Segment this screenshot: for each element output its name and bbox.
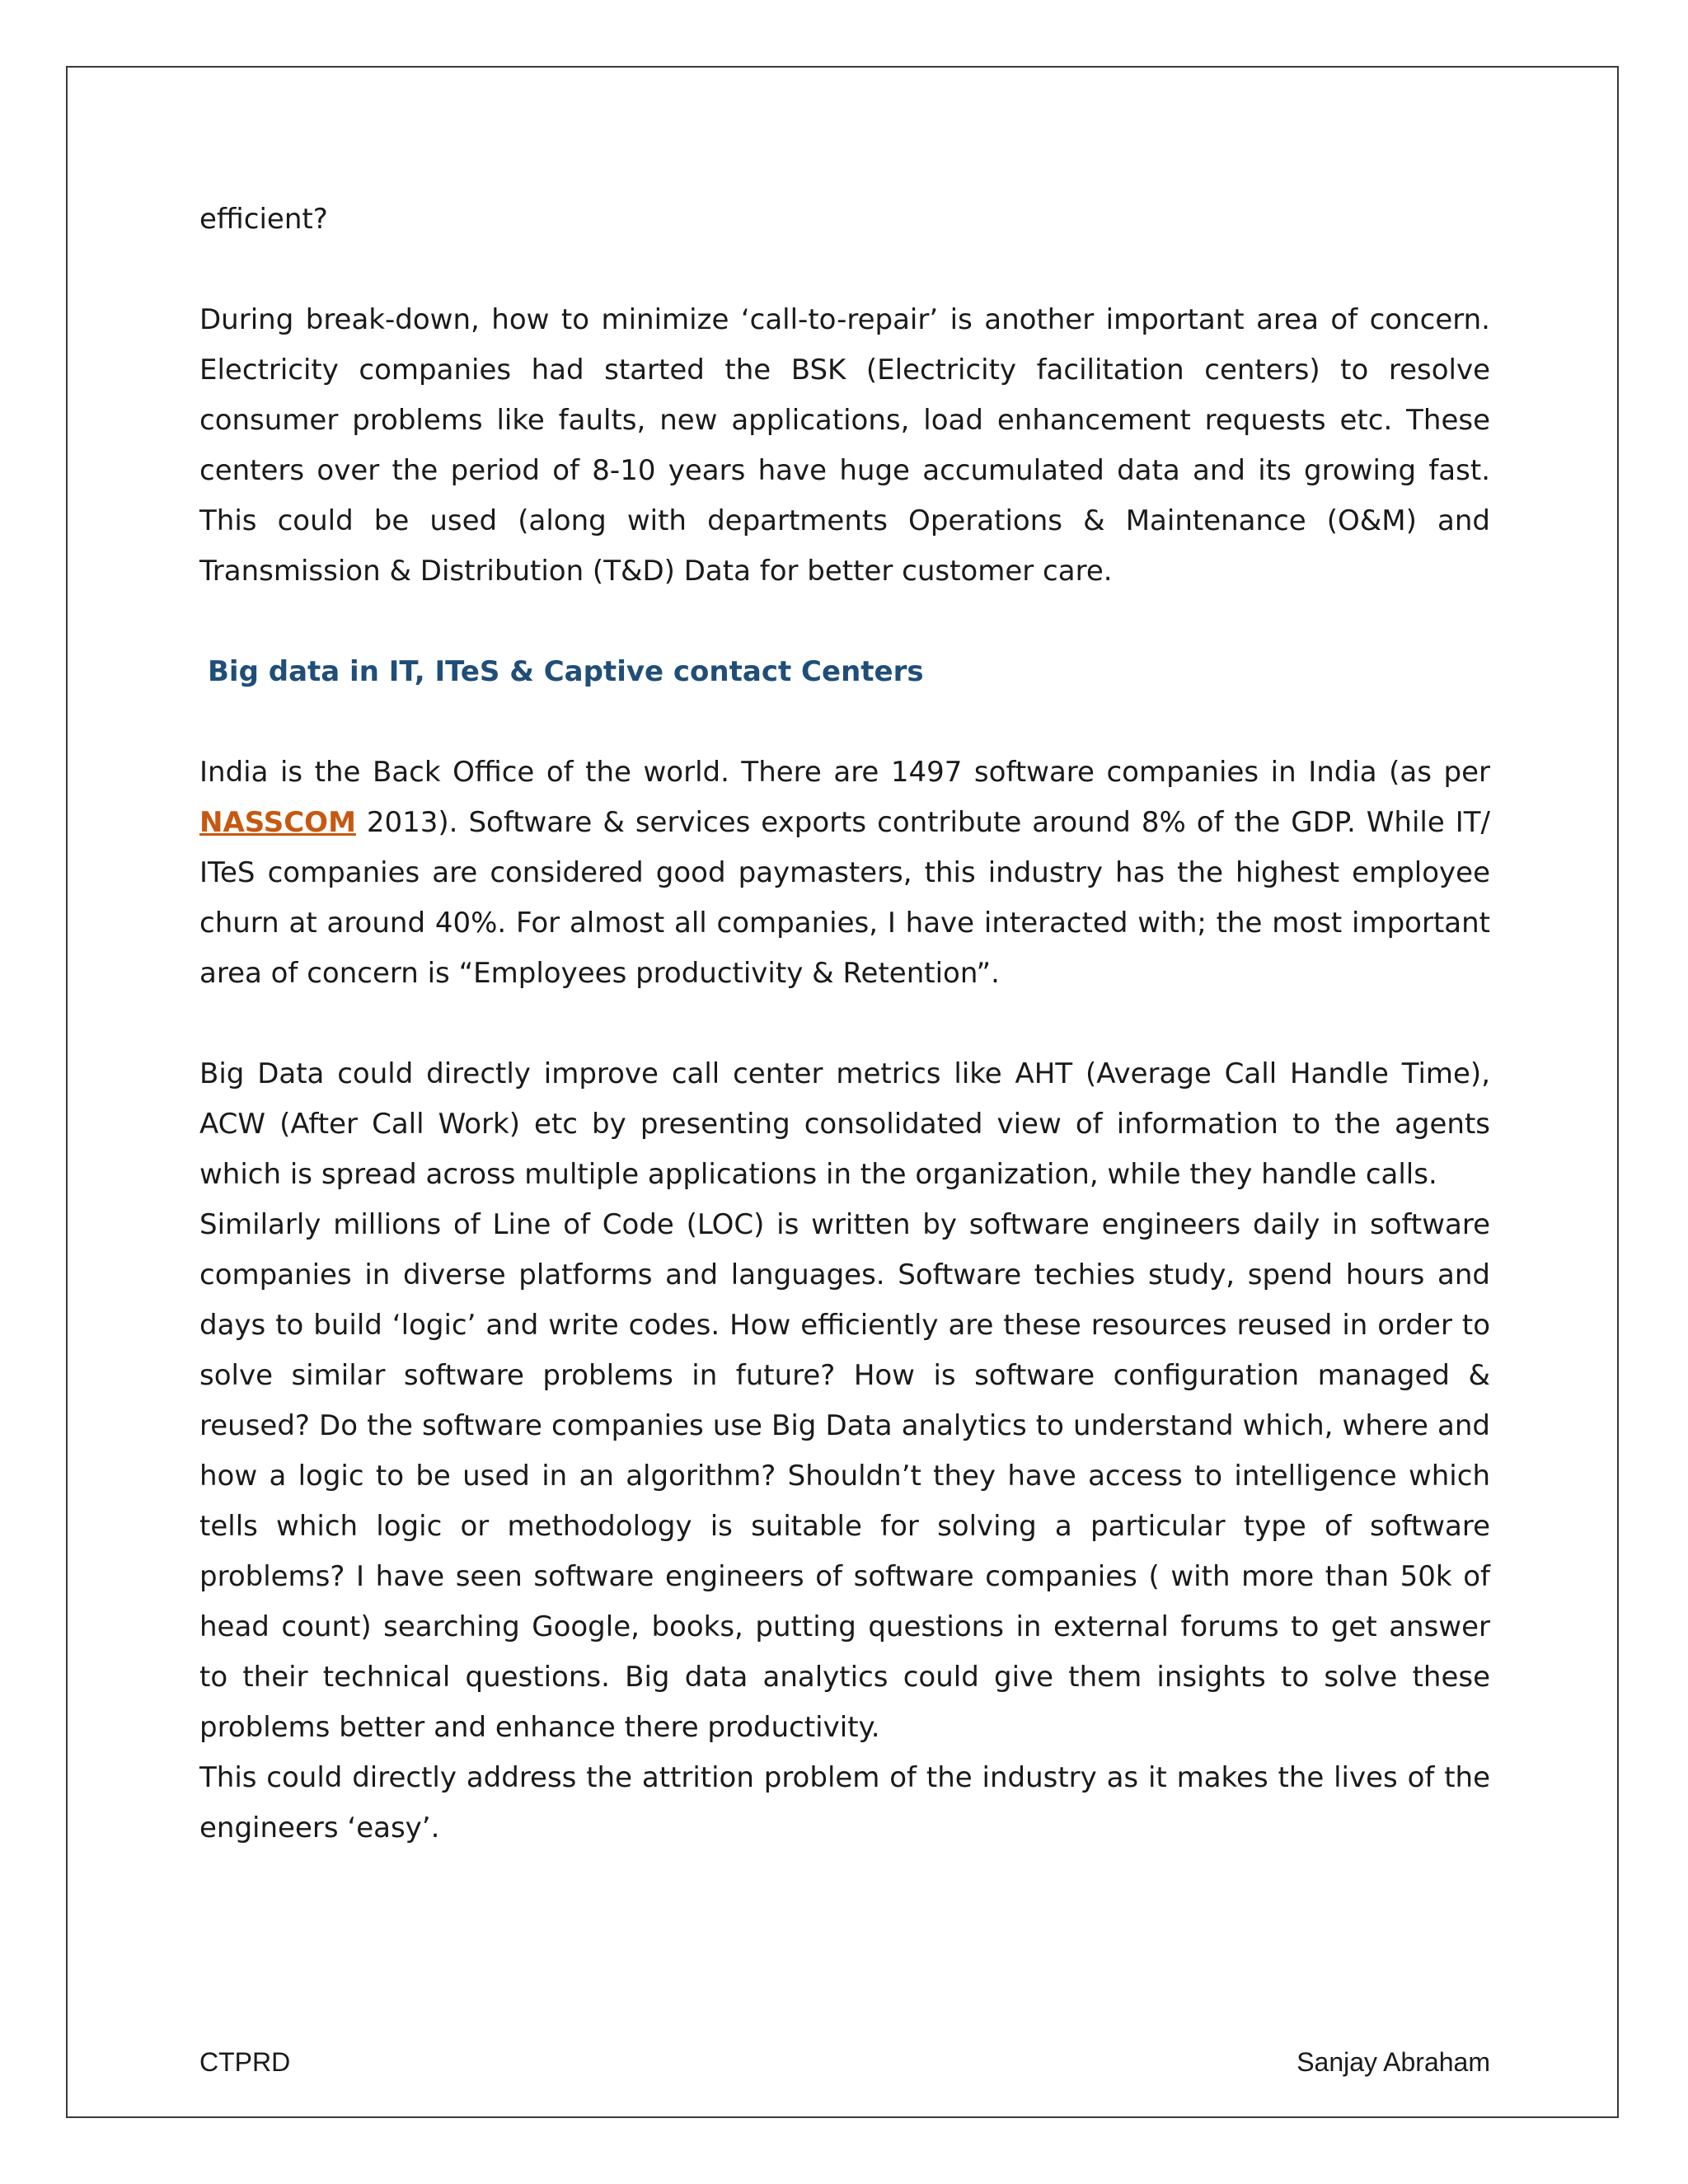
paragraph-continuation: efficient? <box>199 203 328 236</box>
spacer <box>199 245 1490 295</box>
paragraph-software-loc: Similarly millions of Line of Code (LOC) is written by software engineers daily in software companies in diverse platforms and languages. Software techies study, spend hours and days to build ‘logic’ and write codes. How efficiently are these resources reused in order to solve similar software problems in future? How is software configuration managed & reused? Do the software companies use Big Data analytics to understand which, where and how a logic to be used in an algorithm? Shouldn’t they have access to intelligence which tells which logic or methodology is suitable for solving a particular type of software problems? I have seen software engineers of software companies ( with more than 50k of head count) searching Google, books, putting questions in external forums to get answer to their technical questions. Big data analytics could give them insights to solve these problems better and enhance there productivity. <box>199 1208 1490 1744</box>
section-heading: Big data in IT, ITeS & Captive contact Centers <box>208 655 924 688</box>
paragraph-attrition: This could directly address the attrition problem of the industry as it makes the lives of the engineers ‘easy’. <box>199 1761 1490 1844</box>
spacer <box>199 697 1490 748</box>
paragraph-text: India is the Back Office of the world. There are 1497 software companies in India (as per <box>199 756 1490 789</box>
nasscom-link[interactable]: NASSCOM <box>199 806 356 839</box>
spacer <box>199 999 1490 1049</box>
paragraph-text: 2013). Software & services exports contribute around 8% of the GDP. While IT/ ITeS companies are considered good paymasters, this industry has the highest employee churn at around 40%. For almost all companies, I have interacted with; the most important area of concern is “Employees productivity & Retention”. <box>199 806 1490 990</box>
paragraph-call-center-metrics: Big Data could directly improve call center metrics like AHT (Average Call Handle Time), ACW (After Call Work) etc by presenting consolidated view of information to the agents which is spread across multiple applications in the organization, while they handle calls. <box>199 1057 1490 1191</box>
document-body <box>199 194 1490 1854</box>
spacer <box>199 597 1490 647</box>
paragraph-india-back-office <box>199 748 1490 999</box>
footer-author: Sanjay Abraham <box>1296 2047 1490 2077</box>
paragraph-call-to-repair: During break-down, how to minimize ‘call-to-repair’ is another important area of concern. Electricity companies had started the BSK (Electricity facilitation centers) to resolve consumer problems like faults, new applications, load enhancement requests etc. These centers over the period of 8-10 years have huge accumulated data and its growing fast. This could be used (along with departments Operations & Maintenance (O&M) and Transmission & Distribution (T&D) Data for better customer care. <box>199 303 1490 588</box>
footer-left: CTPRD <box>199 2047 291 2077</box>
